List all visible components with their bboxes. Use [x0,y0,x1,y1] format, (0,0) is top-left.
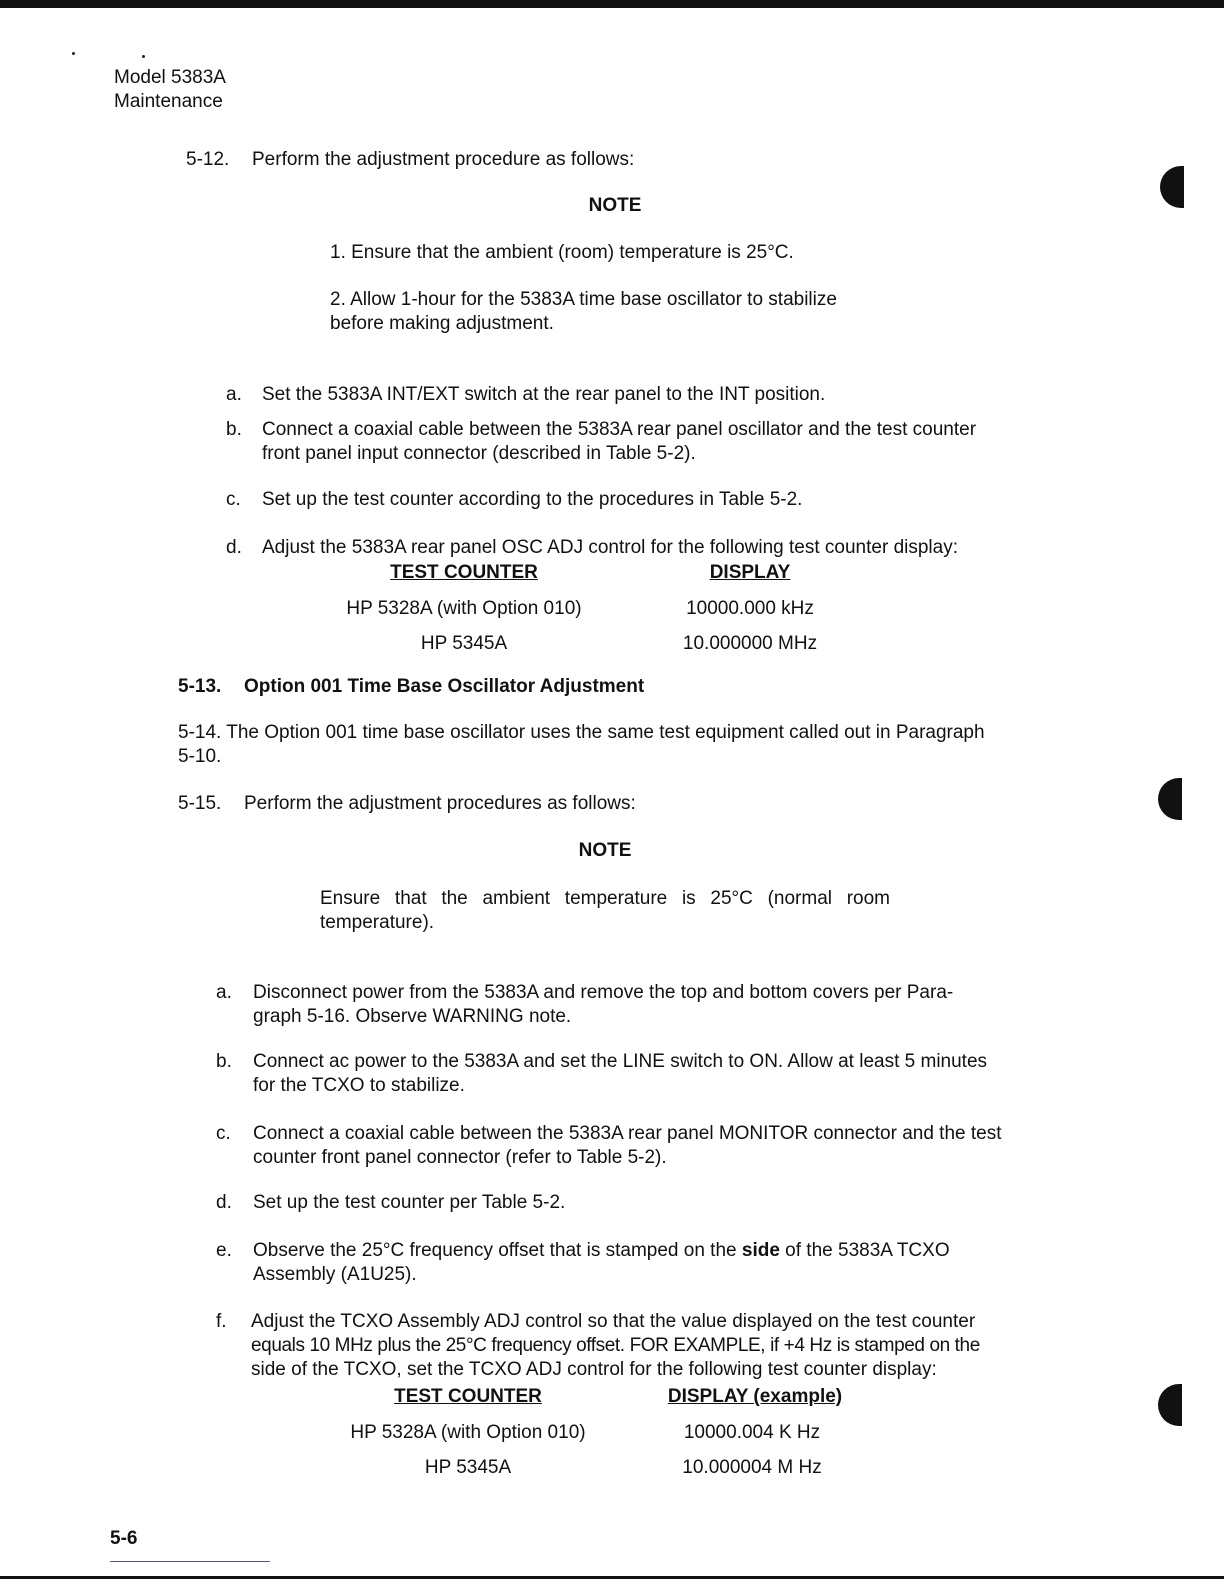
step-text: Observe the 25°C frequency offset that is stamped on the side of the 5383A TCXO [253,1240,950,1261]
step-text: Disconnect power from the 5383A and remove the top and bottom covers per Para- [253,982,954,1003]
step-text: for the TCXO to stabilize. [253,1075,465,1096]
top-border [0,0,1224,8]
para-5-14-line2: 5-10. [178,746,222,767]
para-5-13-number: 5-13. [178,676,222,697]
step-letter: d. [226,537,242,558]
step-text: Adjust the TCXO Assembly ADJ control so that the value displayed on the test counter [251,1311,976,1332]
para-5-13-title: Option 001 Time Base Oscillator Adjustment [244,676,645,697]
step-text: front panel input connector (described in Table 5-2). [262,443,696,464]
scan-speck [72,52,75,55]
step-text: Connect a coaxial cable between the 5383A rear panel oscillator and the test counter [262,419,977,440]
page-number: 5-6 [110,1528,138,1549]
note-1-item-2b: before making adjustment. [330,313,554,334]
step-text: Set up the test counter per Table 5-2. [253,1192,566,1213]
step-letter: a. [226,384,242,405]
table-2-header-counter: TEST COUNTER [394,1386,542,1407]
step-text: Connect a coaxial cable between the 5383A rear panel MONITOR connector and the test [253,1123,1002,1144]
table-2-cell: HP 5328A (with Option 010) [350,1422,586,1443]
step-text: Connect ac power to the 5383A and set the LINE switch to ON. Allow at least 5 minutes [253,1051,988,1072]
para-5-12-number: 5-12. [186,149,230,170]
note-1-item-2a: 2. Allow 1-hour for the 5383A time base oscillator to stabilize [330,289,837,310]
step-text: Adjust the 5383A rear panel OSC ADJ control for the following test counter display: [262,537,958,558]
table-1-cell: 10.000000 MHz [682,633,818,654]
step-letter: b. [226,419,242,440]
punch-hole-mark [1158,1384,1182,1426]
note-2-line2: temperature). [320,912,435,933]
table-2-header-display: DISPLAY (example) [667,1386,843,1407]
note-title-1: NOTE [588,195,642,216]
table-2-cell: 10.000004 M Hz [682,1457,822,1478]
scan-speck [142,55,145,58]
table-1-cell: 10000.000 kHz [686,598,814,619]
para-5-14-line1: 5-14. The Option 001 time base oscillator uses the same test equipment called out in Paragraph [178,722,985,743]
table-1-cell: HP 5328A (with Option 010) [346,598,582,619]
step-text: counter front panel connector (refer to Table 5-2). [253,1147,667,1168]
para-5-15-number: 5-15. [178,793,222,814]
step-text: side of the TCXO, set the TCXO ADJ control for the following test counter display: [251,1359,937,1380]
punch-hole-mark [1160,166,1184,208]
step-text: Set the 5383A INT/EXT switch at the rear panel to the INT position. [262,384,826,405]
step-letter: d. [216,1192,232,1213]
step-letter: b. [216,1051,232,1072]
header-model: Model 5383A [114,67,226,88]
note-2-line1: Ensure that the ambient temperature is 25°C (normal room [320,888,890,909]
step-letter: a. [216,982,232,1003]
table-1-header-counter: TEST COUNTER [390,562,538,583]
note-1-item-1: 1. Ensure that the ambient (room) temperature is 25°C. [330,242,794,263]
step-text: graph 5-16. Observe WARNING note. [253,1006,572,1027]
para-5-12-text: Perform the adjustment procedure as follows: [252,149,635,170]
note-title-2: NOTE [578,840,632,861]
table-2-cell: 10000.004 K Hz [683,1422,821,1443]
table-2-cell: HP 5345A [424,1457,512,1478]
step-letter: e. [216,1240,232,1261]
step-letter: c. [216,1123,231,1144]
step-text: Assembly (A1U25). [253,1264,417,1285]
header-section: Maintenance [114,91,223,112]
bottom-border [0,1576,1224,1579]
footer-rule [110,1561,270,1562]
table-1-cell: HP 5345A [420,633,508,654]
step-text: Set up the test counter according to the procedures in Table 5-2. [262,489,803,510]
punch-hole-mark [1158,778,1182,820]
step-text: equals 10 MHz plus the 25°C frequency offset. FOR EXAMPLE, if +4 Hz is stamped on the [251,1335,980,1356]
step-letter: f. [216,1311,227,1332]
step-letter: c. [226,489,241,510]
para-5-15-text: Perform the adjustment procedures as follows: [244,793,636,814]
table-1-header-display: DISPLAY [709,562,791,583]
